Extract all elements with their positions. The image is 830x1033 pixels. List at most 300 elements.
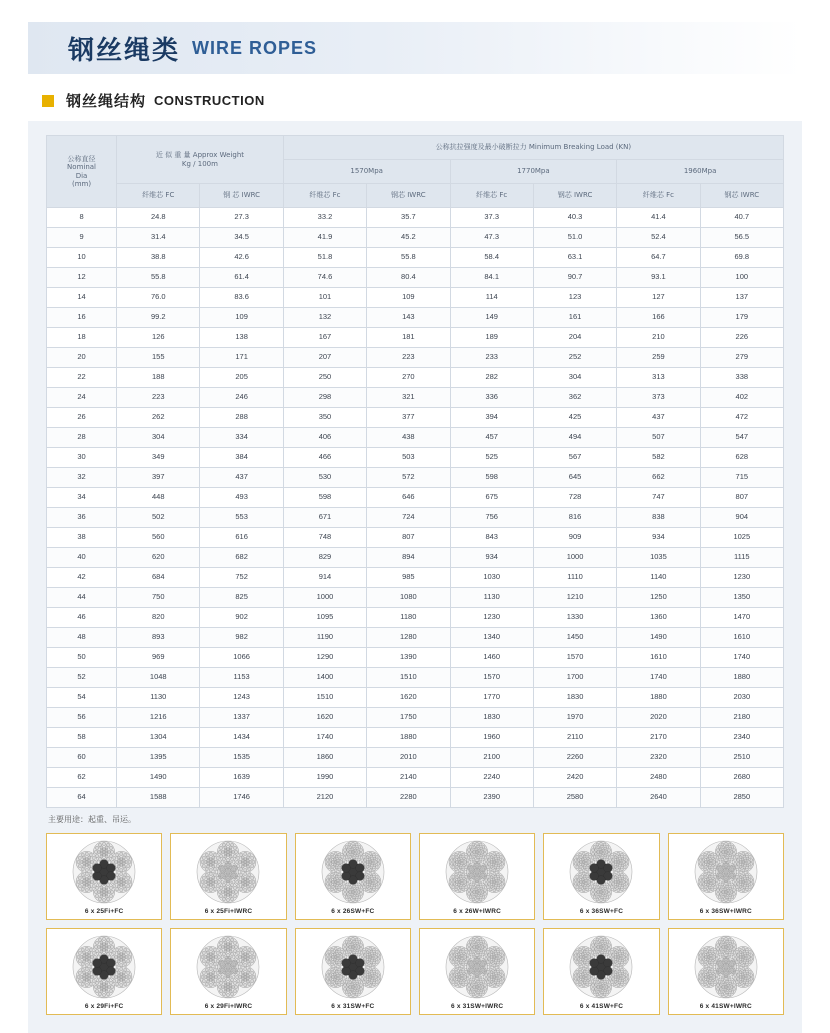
table-cell: 1700 [533,668,616,688]
table-cell: 620 [117,548,200,568]
table-cell: 41.9 [283,228,366,248]
table-row [47,488,784,508]
table-row [47,588,784,608]
diagram-label: 6 x 36SW+FC [579,908,624,915]
table-cell: 76.0 [117,288,200,308]
table-cell: 662 [617,468,700,488]
table-cell: 2390 [450,788,533,808]
table-cell: 350 [283,408,366,428]
table-cell: 985 [367,568,450,588]
table-cell: 93.1 [617,268,700,288]
cell-nominal-dia: 20 [47,348,117,368]
table-row [47,208,784,228]
header-nominal-dia-cn: 公称直径 [67,155,96,164]
table-cell: 127 [617,288,700,308]
table-cell: 204 [533,328,616,348]
wire-rope-cross-section-icon [445,840,509,904]
table-cell: 825 [200,588,283,608]
header-1570-fc: 纤维芯 Fc [283,184,366,208]
table-cell: 457 [450,428,533,448]
table-row [47,788,784,808]
table-cell: 38.8 [117,248,200,268]
table-cell: 132 [283,308,366,328]
table-cell: 1490 [617,628,700,648]
cell-nominal-dia: 52 [47,668,117,688]
table-row [47,468,784,488]
diagram-label: 6 x 29Fi+FC [84,1003,124,1010]
diagram-cell [543,928,659,1015]
table-cell: 560 [117,528,200,548]
diagram-label: 6 x 36SW+IWRC [699,908,752,915]
table-cell: 1230 [700,568,783,588]
table-body [47,208,784,808]
table-cell: 1035 [617,548,700,568]
table-cell: 628 [700,448,783,468]
table-row [47,348,784,368]
header-mbl: 公称抗拉强度及最小破断拉力 Minimum Breaking Load (KN) [283,136,783,160]
table-cell: 406 [283,428,366,448]
table-cell: 2110 [533,728,616,748]
page-banner [28,22,802,74]
table-cell: 582 [617,448,700,468]
table-cell: 149 [450,308,533,328]
table-cell: 1243 [200,688,283,708]
table-cell: 114 [450,288,533,308]
table-cell: 74.6 [283,268,366,288]
table-cell: 2340 [700,728,783,748]
table-row [47,708,784,728]
table-cell: 2120 [283,788,366,808]
table-cell: 494 [533,428,616,448]
table-cell: 61.4 [200,268,283,288]
table-cell: 137 [700,288,783,308]
table-cell: 1216 [117,708,200,728]
table-cell: 334 [200,428,283,448]
table-cell: 1337 [200,708,283,728]
table-cell: 288 [200,408,283,428]
cell-nominal-dia: 24 [47,388,117,408]
table-cell: 1130 [117,688,200,708]
table-cell: 64.7 [617,248,700,268]
table-cell: 904 [700,508,783,528]
table-cell: 41.4 [617,208,700,228]
section-heading [42,90,830,111]
table-cell: 1740 [700,648,783,668]
diagram-label: 6 x 25Fi+FC [84,908,124,915]
table-cell: 1025 [700,528,783,548]
table-cell: 1395 [117,748,200,768]
table-row [47,728,784,748]
diagram-cell [543,833,659,920]
table-cell: 270 [367,368,450,388]
table-cell: 259 [617,348,700,368]
table-cell: 530 [283,468,366,488]
cell-nominal-dia: 44 [47,588,117,608]
table-cell: 101 [283,288,366,308]
table-cell: 210 [617,328,700,348]
table-cell: 80.4 [367,268,450,288]
table-cell: 507 [617,428,700,448]
table-cell: 1770 [450,688,533,708]
table-cell: 1304 [117,728,200,748]
table-cell: 1620 [367,688,450,708]
table-cell: 55.8 [117,268,200,288]
diagram-label: 6 x 26W+IWRC [453,908,502,915]
header-nominal-dia-unit: (mm) [71,179,92,188]
diagram-label: 6 x 31SW+IWRC [451,1003,504,1010]
table-header-row-1 [47,136,784,160]
table-cell: 223 [117,388,200,408]
table-cell: 1350 [700,588,783,608]
table-cell: 1970 [533,708,616,728]
table-cell: 572 [367,468,450,488]
table-cell: 425 [533,408,616,428]
table-cell: 934 [450,548,533,568]
table-cell: 45.2 [367,228,450,248]
table-cell: 1280 [367,628,450,648]
cell-nominal-dia: 56 [47,708,117,728]
table-cell: 472 [700,408,783,428]
table-cell: 1360 [617,608,700,628]
wire-rope-cross-section-icon [72,840,136,904]
cell-nominal-dia: 16 [47,308,117,328]
table-cell: 724 [367,508,450,528]
diagram-cell [170,928,286,1015]
table-cell: 1620 [283,708,366,728]
table-cell: 1140 [617,568,700,588]
table-cell: 1080 [367,588,450,608]
table-cell: 313 [617,368,700,388]
cell-nominal-dia: 32 [47,468,117,488]
table-cell: 1535 [200,748,283,768]
table-cell: 1860 [283,748,366,768]
wire-rope-cross-section-icon [694,935,758,999]
table-cell: 2320 [617,748,700,768]
section-heading-en: CONSTRUCTION [154,93,265,108]
table-cell: 171 [200,348,283,368]
table-cell: 2140 [367,768,450,788]
table-row [47,508,784,528]
table-cell: 1460 [450,648,533,668]
table-row [47,248,784,268]
cell-nominal-dia: 30 [47,448,117,468]
usage-note: 主要用途：起重、吊运。 [48,815,136,824]
table-row [47,748,784,768]
table-cell: 756 [450,508,533,528]
table-cell: 1450 [533,628,616,648]
cell-nominal-dia: 42 [47,568,117,588]
table-cell: 143 [367,308,450,328]
table-cell: 1490 [117,768,200,788]
table-cell: 2680 [700,768,783,788]
cell-nominal-dia: 8 [47,208,117,228]
cell-nominal-dia: 12 [47,268,117,288]
table-row [47,668,784,688]
table-cell: 298 [283,388,366,408]
table-cell: 233 [450,348,533,368]
table-cell: 37.3 [450,208,533,228]
table-cell: 304 [117,428,200,448]
table-cell: 109 [367,288,450,308]
wire-rope-cross-section-icon [72,935,136,999]
table-cell: 969 [117,648,200,668]
table-cell: 893 [117,628,200,648]
table-cell: 1000 [283,588,366,608]
table-cell: 747 [617,488,700,508]
table-cell: 1588 [117,788,200,808]
table-row [47,328,784,348]
table-cell: 226 [700,328,783,348]
table-cell: 1190 [283,628,366,648]
table-cell: 90.7 [533,268,616,288]
wire-rope-cross-section-icon [196,840,260,904]
table-cell: 1610 [700,628,783,648]
table-cell: 27.3 [200,208,283,228]
header-1770-fc: 纤维芯 Fc [450,184,533,208]
table-cell: 2020 [617,708,700,728]
header-approx-weight [117,136,284,184]
header-weight-fc: 纤维芯 FC [117,184,200,208]
table-cell: 838 [617,508,700,528]
table-cell: 1510 [367,668,450,688]
table-cell: 1434 [200,728,283,748]
header-1960-fc: 纤维芯 Fc [617,184,700,208]
header-nominal-dia [47,136,117,208]
table-cell: 1960 [450,728,533,748]
table-cell: 109 [200,308,283,328]
table-cell: 752 [200,568,283,588]
cell-nominal-dia: 46 [47,608,117,628]
table-cell: 448 [117,488,200,508]
table-cell: 2580 [533,788,616,808]
table-cell: 338 [700,368,783,388]
wire-rope-cross-section-icon [321,935,385,999]
page-root [0,22,830,1022]
table-row [47,428,784,448]
cell-nominal-dia: 26 [47,408,117,428]
table-cell: 24.8 [117,208,200,228]
table-cell: 2240 [450,768,533,788]
wire-rope-cross-section-icon [569,840,633,904]
diagram-cell [170,833,286,920]
table-cell: 1880 [700,668,783,688]
cell-nominal-dia: 36 [47,508,117,528]
table-cell: 1510 [283,688,366,708]
table-cell: 1330 [533,608,616,628]
table-cell: 902 [200,608,283,628]
wire-rope-cross-section-icon [321,840,385,904]
header-1570-iwrc: 钢芯 IWRC [367,184,450,208]
cell-nominal-dia: 40 [47,548,117,568]
table-cell: 598 [450,468,533,488]
cell-nominal-dia: 60 [47,748,117,768]
table-cell: 1066 [200,648,283,668]
table-cell: 820 [117,608,200,628]
table-cell: 1470 [700,608,783,628]
table-row [47,408,784,428]
table-cell: 336 [450,388,533,408]
table-cell: 437 [617,408,700,428]
table-cell: 1990 [283,768,366,788]
table-cell: 1048 [117,668,200,688]
wire-rope-cross-section-icon [569,935,633,999]
header-weight-iwrc: 钢 芯 IWRC [200,184,283,208]
table-cell: 34.5 [200,228,283,248]
table-cell: 1180 [367,608,450,628]
table-cell: 84.1 [450,268,533,288]
header-nominal-dia-en: Nominal [67,163,97,172]
table-row [47,768,784,788]
table-cell: 377 [367,408,450,428]
table-cell: 646 [367,488,450,508]
table-cell: 51.8 [283,248,366,268]
table-cell: 1110 [533,568,616,588]
table-row [47,608,784,628]
table-cell: 715 [700,468,783,488]
table-header [47,136,784,208]
table-cell: 1340 [450,628,533,648]
table-cell: 181 [367,328,450,348]
table-cell: 829 [283,548,366,568]
table-cell: 1750 [367,708,450,728]
table-cell: 567 [533,448,616,468]
table-cell: 748 [283,528,366,548]
table-cell: 33.2 [283,208,366,228]
table-cell: 807 [700,488,783,508]
header-1770-iwrc: 钢芯 IWRC [533,184,616,208]
table-cell: 1210 [533,588,616,608]
table-row [47,228,784,248]
table-cell: 51.0 [533,228,616,248]
table-cell: 502 [117,508,200,528]
table-cell: 1153 [200,668,283,688]
table-cell: 207 [283,348,366,368]
table-cell: 1830 [450,708,533,728]
table-cell: 99.2 [117,308,200,328]
cell-nominal-dia: 10 [47,248,117,268]
banner-title-en: WIRE ROPES [192,37,318,58]
table-cell: 2010 [367,748,450,768]
header-grade-1960: 1960Mpa [617,160,784,184]
table-cell: 1390 [367,648,450,668]
table-cell: 83.6 [200,288,283,308]
table-cell: 55.8 [367,248,450,268]
diagram-cell [295,928,411,1015]
cell-nominal-dia: 48 [47,628,117,648]
table-cell: 807 [367,528,450,548]
table-row [47,528,784,548]
table-cell: 934 [617,528,700,548]
table-cell: 123 [533,288,616,308]
table-cell: 189 [450,328,533,348]
diagram-cell [46,833,162,920]
header-1960-iwrc: 钢芯 IWRC [700,184,783,208]
table-cell: 728 [533,488,616,508]
table-cell: 47.3 [450,228,533,248]
diagram-label: 6 x 41SW+FC [579,1003,624,1010]
table-cell: 438 [367,428,450,448]
diagram-label: 6 x 26SW+FC [331,908,375,915]
table-cell: 1746 [200,788,283,808]
cell-nominal-dia: 64 [47,788,117,808]
table-cell: 42.6 [200,248,283,268]
table-cell: 161 [533,308,616,328]
table-cell: 2280 [367,788,450,808]
bullet-square-icon [42,95,54,107]
construction-diagram-grid [46,833,784,1015]
table-cell: 750 [117,588,200,608]
table-cell: 1000 [533,548,616,568]
table-cell: 675 [450,488,533,508]
table-cell: 40.7 [700,208,783,228]
table-row [47,368,784,388]
table-cell: 616 [200,528,283,548]
table-cell: 282 [450,368,533,388]
table-cell: 2260 [533,748,616,768]
table-cell: 321 [367,388,450,408]
wire-rope-cross-section-icon [196,935,260,999]
table-row [47,288,784,308]
table-cell: 1250 [617,588,700,608]
table-cell: 52.4 [617,228,700,248]
table-cell: 2100 [450,748,533,768]
table-cell: 1570 [450,668,533,688]
table-row [47,628,784,648]
table-cell: 1230 [450,608,533,628]
table-cell: 1880 [617,688,700,708]
table-cell: 682 [200,548,283,568]
table-cell: 250 [283,368,366,388]
table-cell: 2420 [533,768,616,788]
diagram-label: 6 x 25Fi+IWRC [204,908,253,915]
table-cell: 2480 [617,768,700,788]
cell-nominal-dia: 50 [47,648,117,668]
diagram-label: 6 x 29Fi+IWRC [204,1003,253,1010]
table-cell: 553 [200,508,283,528]
table-cell: 262 [117,408,200,428]
cell-nominal-dia: 62 [47,768,117,788]
table-cell: 69.8 [700,248,783,268]
table-cell: 100 [700,268,783,288]
table-cell: 1030 [450,568,533,588]
table-cell: 373 [617,388,700,408]
table-cell: 304 [533,368,616,388]
table-cell: 525 [450,448,533,468]
table-cell: 1830 [533,688,616,708]
diagram-cell [419,833,535,920]
table-cell: 252 [533,348,616,368]
table-row [47,548,784,568]
header-grade-1770: 1770Mpa [450,160,617,184]
table-header-row-3 [47,184,784,208]
table-cell: 437 [200,468,283,488]
table-cell: 645 [533,468,616,488]
cell-nominal-dia: 22 [47,368,117,388]
diagram-cell [668,833,784,920]
table-row [47,568,784,588]
table-cell: 1095 [283,608,366,628]
diagram-cell [46,928,162,1015]
cell-nominal-dia: 54 [47,688,117,708]
table-cell: 362 [533,388,616,408]
table-cell: 31.4 [117,228,200,248]
table-cell: 2170 [617,728,700,748]
cell-nominal-dia: 18 [47,328,117,348]
table-cell: 138 [200,328,283,348]
table-cell: 223 [367,348,450,368]
table-cell: 1740 [283,728,366,748]
diagram-label: 6 x 41SW+IWRC [699,1003,752,1010]
